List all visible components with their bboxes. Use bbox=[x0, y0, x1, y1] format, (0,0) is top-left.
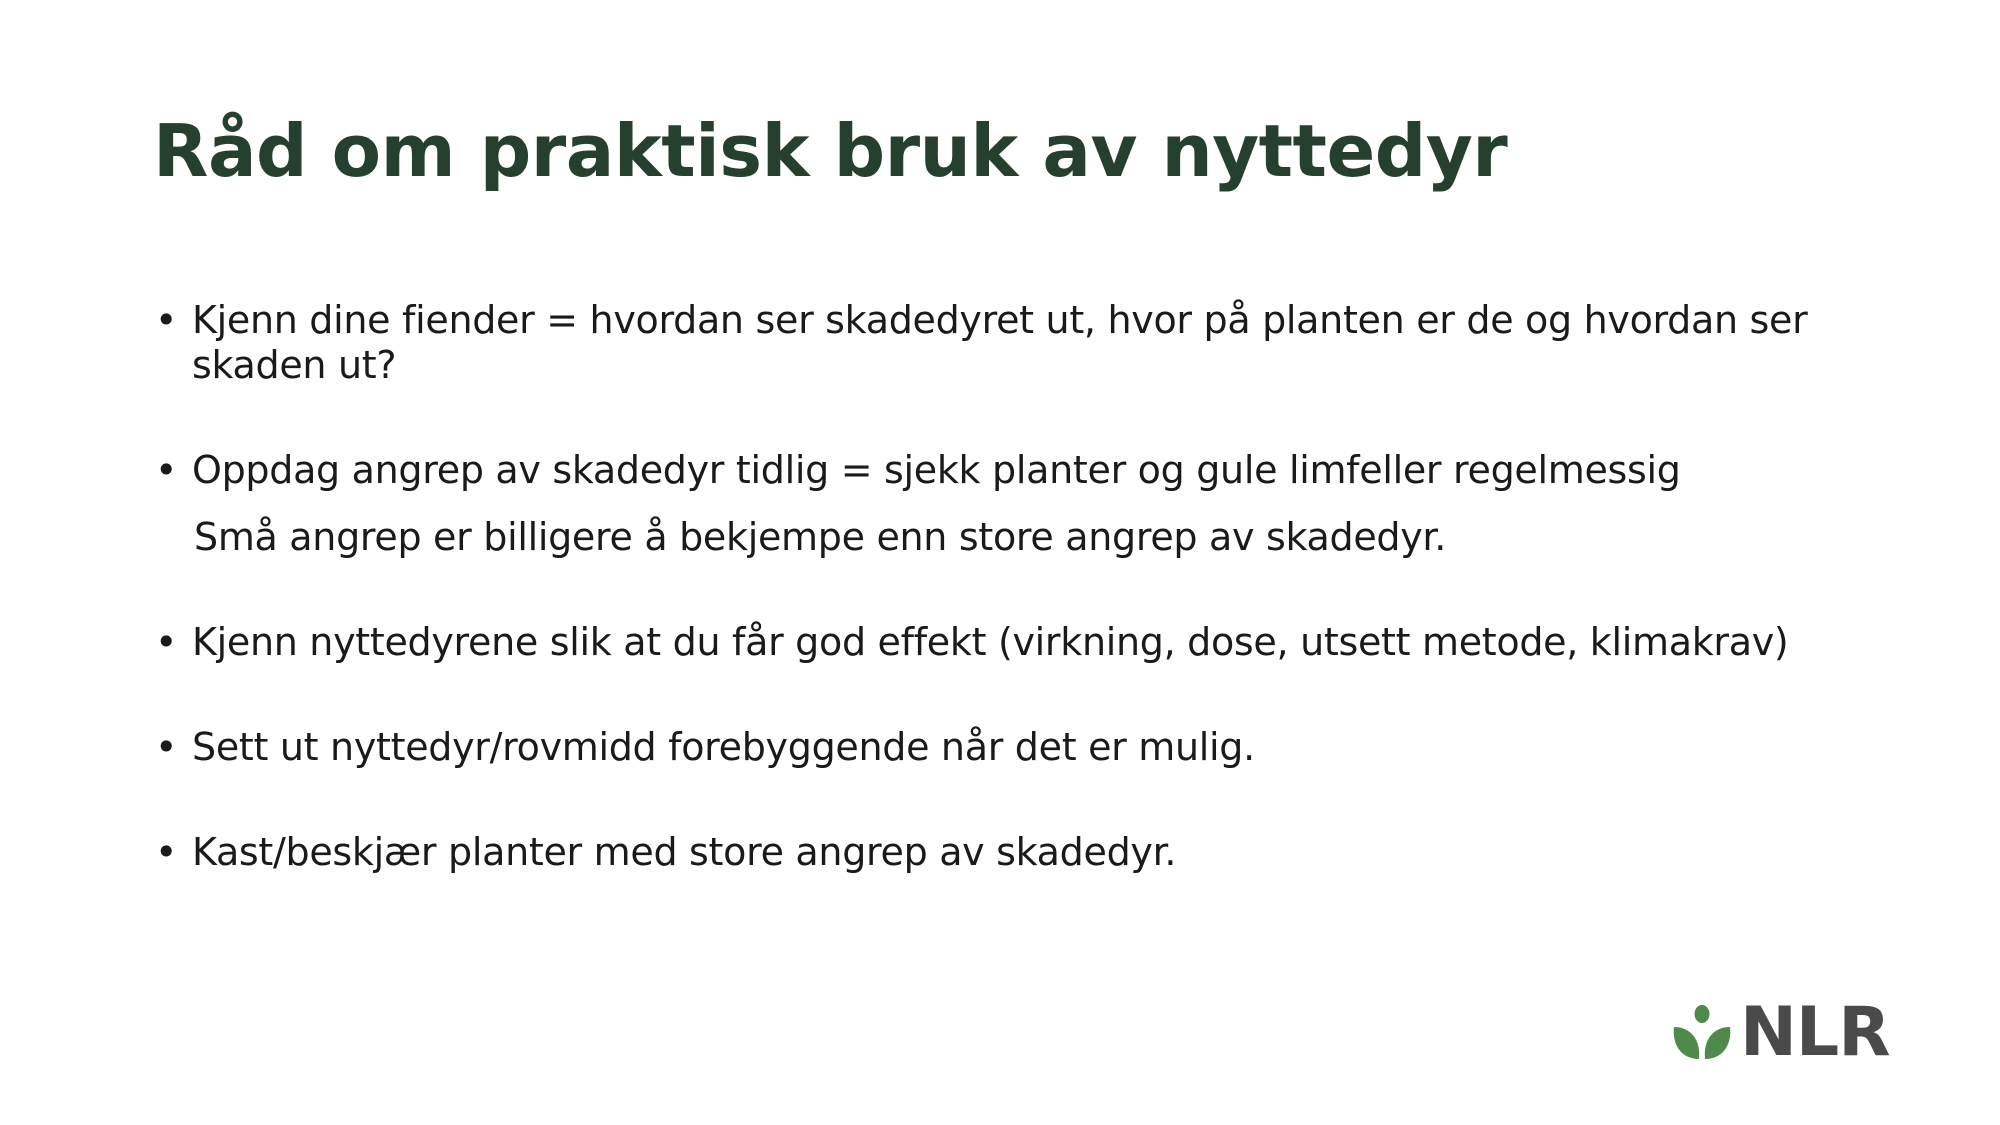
logo-text: NLR bbox=[1740, 993, 1890, 1072]
bullet-text: Kjenn nyttedyrene slik at du får god effekt (virkning, dose, utsett metode, klimakrav) bbox=[192, 620, 1789, 664]
bullet-text: Kast/beskjær planter med store angrep av skadedyr. bbox=[192, 830, 1177, 874]
bullet-item bbox=[150, 725, 1890, 770]
bullet-item bbox=[150, 448, 1890, 560]
bullet-item bbox=[150, 298, 1890, 388]
bullet-list bbox=[150, 298, 1890, 935]
leaf-icon bbox=[1670, 1003, 1734, 1063]
bullet-marker: • bbox=[155, 298, 178, 342]
bullet-item bbox=[150, 620, 1890, 665]
bullet-marker: • bbox=[155, 448, 178, 492]
bullet-text: Oppdag angrep av skadedyr tidlig = sjekk planter og gule limfeller regelmessig bbox=[192, 448, 1681, 492]
bullet-marker: • bbox=[155, 725, 178, 769]
bullet-item bbox=[150, 830, 1890, 875]
bullet-text: Kjenn dine fiender = hvordan ser skadedyret ut, hvor på planten er de og hvordan ser skaden ut? bbox=[192, 298, 1808, 387]
bullet-marker: • bbox=[155, 830, 178, 874]
bullet-subtext: Små angrep er billigere å bekjempe enn store angrep av skadedyr. bbox=[194, 515, 1447, 559]
bullet-text: Sett ut nyttedyr/rovmidd forebyggende når det er mulig. bbox=[192, 725, 1255, 769]
slide-title: Råd om praktisk bruk av nyttedyr bbox=[153, 109, 1508, 193]
bullet-marker: • bbox=[155, 620, 178, 664]
nlr-logo bbox=[1670, 993, 1890, 1072]
